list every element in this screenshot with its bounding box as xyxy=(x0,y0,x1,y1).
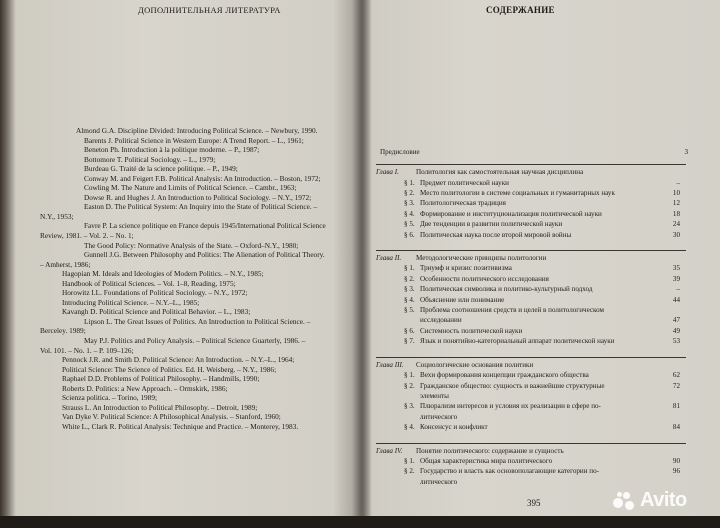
bibliography-entry: Political Science: The Science of Politics. Ed. H. Weisberg. – N.Y., 1986; xyxy=(62,364,277,374)
section-number: § 4. xyxy=(404,423,415,432)
toc-section xyxy=(376,478,708,488)
section-title: исследовании xyxy=(420,316,462,325)
section-title: литического xyxy=(420,477,458,486)
bibliography-entry: Horowitz I.L. Foundations of Political Sociology. – N.Y., 1972; xyxy=(62,288,248,298)
chapter-label: Глава II. xyxy=(376,253,402,262)
section-page: 84 xyxy=(672,423,680,432)
bibliography-entry: Easton D. The Political System: An Inquiry into the State of Political Science. – xyxy=(84,202,318,212)
bibliography-entry: Hagopian M. Ideals and Ideologies of Modern Politics. – N.Y., 1985; xyxy=(62,269,264,279)
toc-section xyxy=(376,210,708,220)
section-number: § 4. xyxy=(404,209,415,218)
toc-section xyxy=(376,392,708,402)
toc-section xyxy=(376,199,708,209)
section-page: 10 xyxy=(672,188,680,197)
preface-title: Предисловие xyxy=(380,148,420,156)
section-number: § 3. xyxy=(404,402,415,411)
avito-wordmark: Avito xyxy=(640,489,687,511)
section-title: Политическая наука после второй мировой войны xyxy=(420,230,572,239)
toc-section xyxy=(376,316,708,326)
section-title: Предмет политической науки xyxy=(420,178,509,187)
preface-page: 3 xyxy=(684,148,688,156)
section-number: § 7. xyxy=(404,337,415,346)
section-page: 18 xyxy=(672,209,680,218)
toc-section xyxy=(376,327,708,337)
bibliography-entry: Scienza politica. – Torino, 1989; xyxy=(62,393,158,403)
bibliography-entry: Kavangh D. Political Science and Political Behavior. – L., 1983; xyxy=(62,307,251,317)
section-page: 47 xyxy=(672,316,680,325)
toc-section xyxy=(376,467,708,477)
section-title: Политическая символика и политико-культурный подход xyxy=(420,285,593,294)
bibliography-entry: Gunnell J.G. Between Philosophy and Politics: The Alienation of Political Theory. xyxy=(84,250,325,260)
toc-section xyxy=(376,220,708,230)
toc-section xyxy=(376,275,708,285)
bibliography-entry: – Amherst, 1986; xyxy=(40,259,91,269)
bibliography-entry: Van Dyke V. Political Science: A Philosophical Analysis. – Stanford, 1960; xyxy=(62,412,281,422)
section-title: Общая характеристика мира политического xyxy=(420,457,553,465)
toc-section xyxy=(376,402,708,412)
section-title: Вехи формирования концепции гражданского общества xyxy=(420,371,589,380)
toc-divider xyxy=(376,250,686,251)
section-number: § 3. xyxy=(404,199,415,208)
bibliography-entry: Beneton Ph. Introduction à la politique moderne. – P., 1987; xyxy=(84,145,260,155)
chapter-label: Глава I. xyxy=(376,168,399,176)
section-title: Объяснение или понимание xyxy=(420,295,505,304)
bibliography-entry: Roberts D. Politics: a New Approach. – Ormskirk, 1986; xyxy=(62,383,228,393)
toc-divider xyxy=(376,357,686,358)
bibliography-entry: Review, 1981. – Vol. 2. – No. 1; xyxy=(40,231,134,241)
left-running-head: ДОПОЛНИТЕЛЬНАЯ ЛИТЕРАТУРА xyxy=(138,5,281,15)
toc-divider xyxy=(376,443,686,444)
section-title: Место политологии в системе социальных и гуманитарных наук xyxy=(420,188,615,197)
toc-section xyxy=(376,189,708,199)
section-number: § 1. xyxy=(404,264,415,273)
right-page xyxy=(362,0,720,516)
toc-chapter xyxy=(376,254,708,264)
section-page: 90 xyxy=(672,457,680,465)
bibliography-entry: Pennock J.R. and Smith D. Political Science: An Introduction. – N.Y.–L., 1964; xyxy=(62,355,295,365)
section-page: 53 xyxy=(672,337,680,346)
section-title: Консенсус и конфликт xyxy=(420,423,488,432)
bibliography-entry: Raphael D.D. Problems of Political Philosophy. – Handmills, 1990; xyxy=(62,374,260,384)
bibliography-entry: White L., Clark R. Political Analysis: Technique and Practice. – Monterey, 1983. xyxy=(62,421,299,431)
section-number: § 5. xyxy=(404,306,415,314)
bibliography-entry: Introducing Political Science. – N.Y.–L., 1985; xyxy=(62,297,200,307)
toc-section xyxy=(376,337,708,347)
toc-section xyxy=(376,264,708,274)
chapter-label: Глава IV. xyxy=(376,446,403,455)
toc-section xyxy=(376,296,708,306)
section-page: – xyxy=(676,285,680,294)
section-page: 12 xyxy=(672,199,680,208)
chapter-label: Глава III. xyxy=(376,360,404,369)
section-page: 96 xyxy=(672,467,680,476)
right-running-head: СОДЕРЖАНИЕ xyxy=(486,5,555,15)
section-number: § 1. xyxy=(404,457,415,465)
bibliography-entry: Handbook of Political Sciences. – Vol. 1–8, Reading, 1975; xyxy=(62,278,236,288)
section-number: § 4. xyxy=(404,295,415,304)
section-page: 44 xyxy=(672,295,680,304)
section-page: 24 xyxy=(672,220,680,229)
bibliography-entry: Almond G.A. Discipline Divided: Introducing Political Science. – Newbury, 1990. xyxy=(76,126,318,135)
section-page: 39 xyxy=(672,274,680,283)
toc-section xyxy=(376,423,708,433)
section-number: § 1. xyxy=(404,371,415,380)
toc-preface xyxy=(376,148,708,158)
section-number: § 6. xyxy=(404,230,415,239)
section-title: Гражданское общество: сущность и важнейшие структурные xyxy=(420,381,605,390)
book-gutter xyxy=(352,0,372,516)
bibliography-entry: Burdeau G. Traité de la science politique. – P., 1949; xyxy=(84,164,238,174)
toc-divider xyxy=(376,164,686,165)
toc-section xyxy=(376,231,708,241)
section-page: 35 xyxy=(672,264,680,273)
section-page: 49 xyxy=(672,326,680,335)
section-title: литического xyxy=(420,412,458,421)
section-number: § 2. xyxy=(404,381,415,390)
section-number: § 1. xyxy=(404,178,415,187)
bibliography-entry: Berceley. 1989; xyxy=(40,326,86,336)
section-number: § 2. xyxy=(404,274,415,283)
section-title: Политологическая традиция xyxy=(420,199,506,208)
section-title: Государство и власть как основополагающие категории по- xyxy=(420,467,599,476)
bibliography-entry: Vol. 101. – No. 1. – P. 109–126; xyxy=(40,345,134,355)
section-title: Плюрализм интересов и условия их реализации в сфере по- xyxy=(420,402,601,411)
section-title: Проблема соотношения средств и целей в политологическом xyxy=(420,306,605,314)
toc-chapter xyxy=(376,447,708,457)
section-page: – xyxy=(676,178,680,187)
chapter-title: Политология как самостоятельная научная дисциплина xyxy=(416,168,584,176)
section-title: Особенности политического исследования xyxy=(420,274,549,283)
avito-logo-icon xyxy=(612,491,636,511)
bibliography-entry: Strauss L. An Introduction to Political Philosophy. – Detroit, 1989; xyxy=(62,402,258,412)
toc-section xyxy=(376,371,708,381)
bibliography-entry: May P.J. Politics and Policy Analysis. – Political Science Guarterly, 1986. – xyxy=(84,336,306,346)
toc-section xyxy=(376,413,708,423)
section-number: § 5. xyxy=(404,220,415,229)
bibliography-list xyxy=(32,126,344,432)
bibliography-entry: N.Y., 1953; xyxy=(40,211,74,221)
section-page: 30 xyxy=(672,230,680,239)
section-title: Формирование и институционализация политической науки xyxy=(420,209,602,218)
bibliography-entry: The Good Policy: Normative Analysis of the State. – Oxford–N.Y., 1980; xyxy=(84,240,299,250)
section-title: Язык и понятийно-категориальный аппарат политической науки xyxy=(420,337,615,346)
bibliography-entry: Dowse R. and Hughes J. An Introduction to Political Sociology. – N.Y., 1972; xyxy=(84,192,312,202)
section-page: 62 xyxy=(672,371,680,380)
section-title: Триумф и кризис позитивизма xyxy=(420,264,512,273)
section-number: § 3. xyxy=(404,285,415,294)
section-number: § 2. xyxy=(404,467,415,476)
section-title: Две тенденции в развитии политической науки xyxy=(420,220,563,229)
toc-section xyxy=(376,382,708,392)
toc-section xyxy=(376,179,708,189)
toc-chapter xyxy=(376,361,708,371)
section-page: 72 xyxy=(672,381,680,390)
table-surface xyxy=(0,516,720,528)
chapter-title: Социологические основания политики xyxy=(416,360,534,369)
toc-section xyxy=(376,285,708,295)
chapter-title: Методологические принципы политологии xyxy=(416,253,547,262)
bibliography-entry: Conway M. and Feigert F.B. Political Analysis: An Introduction. – Boston, 1972; xyxy=(84,173,321,183)
page-number: 395 xyxy=(527,498,541,508)
section-number: § 6. xyxy=(404,326,415,335)
bibliography-entry: Bottomore T. Political Sociology. – L., 1979; xyxy=(84,154,216,164)
section-title: Системность политической науки xyxy=(420,326,523,335)
bibliography-entry: Barents J. Political Science in Western Europe: A Trend Report. – L., 1961; xyxy=(84,135,304,145)
toc-section xyxy=(376,457,708,467)
section-title: элементы xyxy=(420,391,449,400)
bibliography-entry: Favre P. La science politique en France depuis 1945/International Political Science xyxy=(84,221,326,231)
chapter-title: Понятие политического: содержание и сущность xyxy=(416,446,564,455)
toc-chapter xyxy=(376,168,708,178)
bibliography-entry: Lipson L. The Great Issues of Politics. An Introduction to Political Science. – xyxy=(84,316,311,326)
section-page: 81 xyxy=(672,402,680,411)
section-number: § 2. xyxy=(404,188,415,197)
toc-section xyxy=(376,306,708,316)
bibliography-entry: Cowling M. The Nature and Limits of Political Science. – Cambr., 1963; xyxy=(84,183,297,193)
avito-watermark xyxy=(612,489,687,512)
left-page xyxy=(0,0,362,516)
